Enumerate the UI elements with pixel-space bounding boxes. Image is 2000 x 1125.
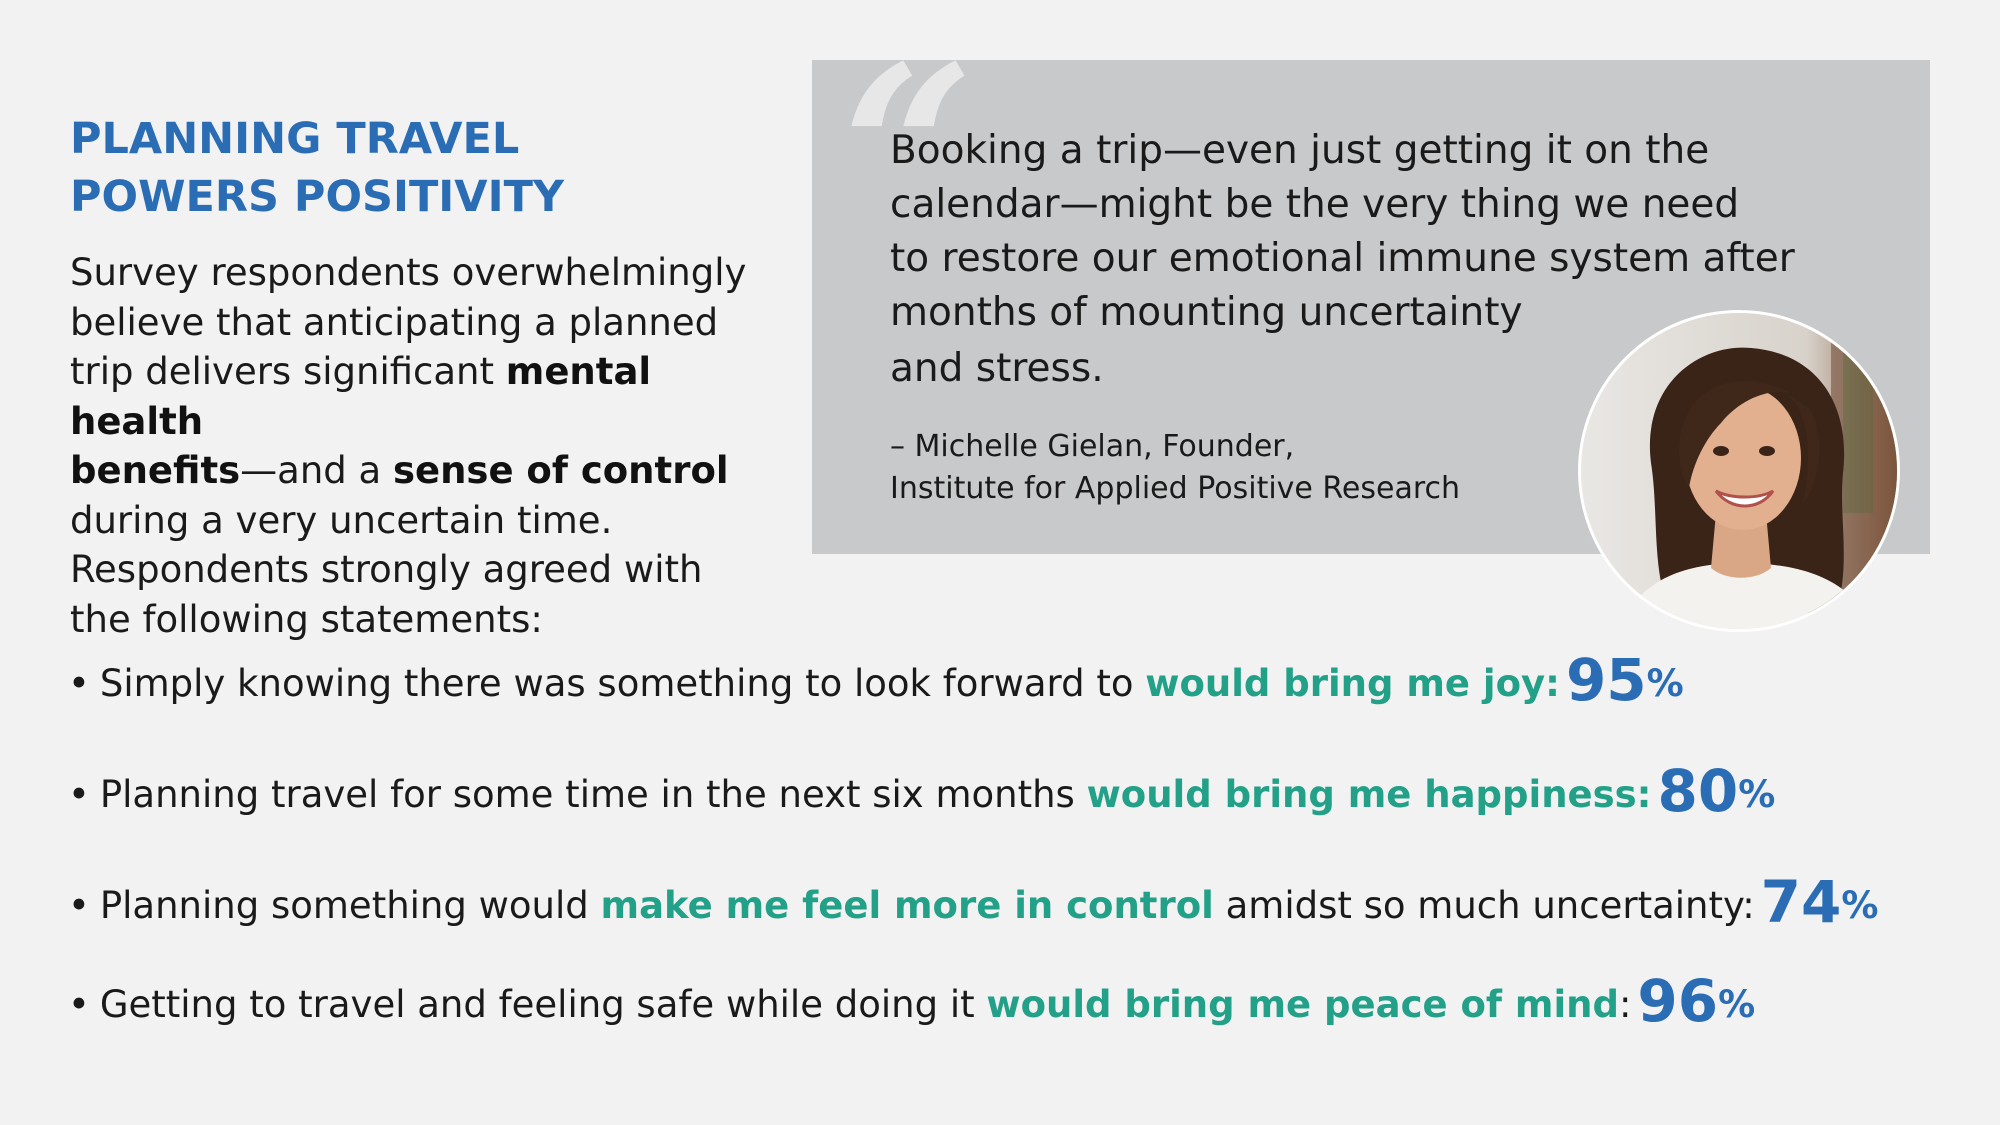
intro-line-3 xyxy=(70,347,770,446)
quote-attribution xyxy=(890,426,1590,510)
intro-line-6: Respondents strongly agreed with xyxy=(70,548,703,591)
stat-value: 74 xyxy=(1760,868,1842,936)
stat-item-control xyxy=(68,868,1879,936)
portrait-photo-icon xyxy=(1578,310,1900,632)
quote-line-2: calendar—might be the very thing we need xyxy=(890,182,1740,227)
stat-unit: % xyxy=(1738,773,1776,816)
stat-value: 96 xyxy=(1637,967,1719,1035)
stat-text-post: : xyxy=(1618,983,1632,1026)
intro-text: trip delivers significant xyxy=(70,350,506,393)
bullet-icon: • xyxy=(68,983,90,1026)
stat-unit: % xyxy=(1718,983,1756,1026)
quote-mark-icon: “ xyxy=(842,16,975,286)
intro-line-1: Survey respondents overwhelmingly xyxy=(70,251,747,294)
stat-text: Simply knowing there was something to look forward to xyxy=(99,662,1146,705)
intro-line-2: believe that anticipating a planned xyxy=(70,300,719,344)
intro-bold-benefits: benefits xyxy=(70,449,241,492)
stat-highlight: would bring me peace of mind xyxy=(986,983,1619,1026)
intro-line-5: during a very uncertain time. xyxy=(70,498,613,542)
bullet-icon: • xyxy=(68,773,90,816)
quote-line-3: to restore our emotional immune system after xyxy=(890,236,1795,281)
stat-unit: % xyxy=(1646,662,1684,705)
bullet-icon: • xyxy=(68,884,90,927)
stat-text: Planning travel for some time in the next six months xyxy=(99,773,1087,816)
stat-item-peace-of-mind xyxy=(68,967,1756,1035)
quote-line-4: months of mounting uncertainty xyxy=(890,290,1523,335)
headline-line-1: PLANNING TRAVEL xyxy=(70,114,520,164)
stat-item-happiness xyxy=(68,757,1776,825)
attribution-line-1: – Michelle Gielan, Founder, xyxy=(890,429,1295,464)
attribution-line-2: Institute for Applied Positive Research xyxy=(890,471,1461,506)
intro-bold-mental-health: mental health xyxy=(70,350,652,443)
stat-text-post: amidst so much uncertainty: xyxy=(1213,884,1755,927)
intro-text: —and a xyxy=(240,449,393,492)
headline xyxy=(70,110,790,226)
intro-line-7: the following statements: xyxy=(70,597,543,641)
stat-unit: % xyxy=(1841,884,1879,927)
quote-line-1: Booking a trip—even just getting it on the xyxy=(890,128,1710,173)
stat-highlight: make me feel more in control xyxy=(600,884,1214,927)
stat-highlight: would bring me joy: xyxy=(1145,662,1560,705)
portrait-illustration xyxy=(1581,313,1900,632)
intro-paragraph xyxy=(70,248,770,644)
bullet-icon: • xyxy=(68,662,90,705)
stat-item-joy xyxy=(68,646,1684,714)
headline-line-2: POWERS POSITIVITY xyxy=(70,172,565,222)
stat-value: 95 xyxy=(1565,646,1647,714)
stat-highlight: would bring me happiness: xyxy=(1086,773,1652,816)
stat-text: Getting to travel and feeling safe while doing it xyxy=(99,983,987,1026)
intro-bold-sense-of-control: sense of control xyxy=(392,449,729,492)
intro-line-4 xyxy=(70,446,770,496)
stat-text: Planning something would xyxy=(99,884,601,927)
quote-line-5: and stress. xyxy=(890,346,1104,391)
stat-value: 80 xyxy=(1657,757,1739,825)
